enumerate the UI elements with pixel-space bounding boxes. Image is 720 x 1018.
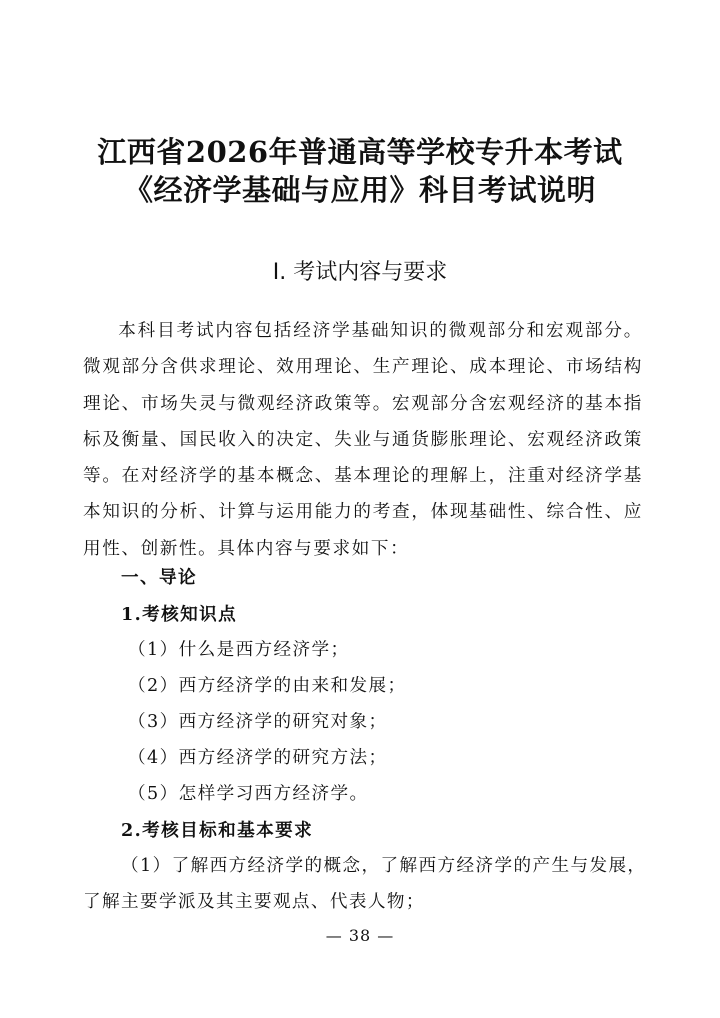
document-title-line-2: 《经济学基础与应用》科目考试说明 (123, 173, 596, 207)
requirement-line: （1）了解西方经济学的概念，了解西方经济学的产生与发展， (121, 856, 647, 876)
chapter-heading: 一、导论 (121, 568, 197, 588)
document-title-line-1: 江西省2026年普通高等学校专升本考试 (97, 135, 623, 169)
page-number: — 38 — (325, 926, 395, 945)
requirements-heading: 2.考核目标和基本要求 (121, 820, 314, 841)
knowledge-item: （1）什么是西方经济学； (128, 640, 350, 660)
knowledge-item: （4）西方经济学的研究方法； (128, 748, 388, 768)
knowledge-points-heading: 1.考核知识点 (121, 604, 238, 625)
knowledge-item: （3）西方经济学的研究对象； (128, 712, 388, 732)
intro-paragraph: 本科目考试内容包括经济学基础知识的微观部分和宏观部分。微观部分含供求理论、效用理论、生产理论、成本理论、市场结构理论、市场失灵与微观经济政策等。宏观部分含宏观经济的基本指标及衡量、国民收入的决定、失业与通货膨胀理论、宏观经济政策等。在对经济学的基本概念、基本理论的理解上，注重对经济学基本知识的分析、计算与运用能力的考查，体现基础性、综合性、应用性、创新性。具体内容与要求如下： (83, 321, 643, 559)
requirement-line: 了解主要学派及其主要观点、代表人物； (83, 892, 425, 912)
knowledge-item: （5）怎样学习西方经济学。 (128, 784, 369, 804)
section-heading: Ⅰ. 考试内容与要求 (272, 260, 448, 285)
knowledge-item: （2）西方经济学的由来和发展； (128, 676, 407, 696)
